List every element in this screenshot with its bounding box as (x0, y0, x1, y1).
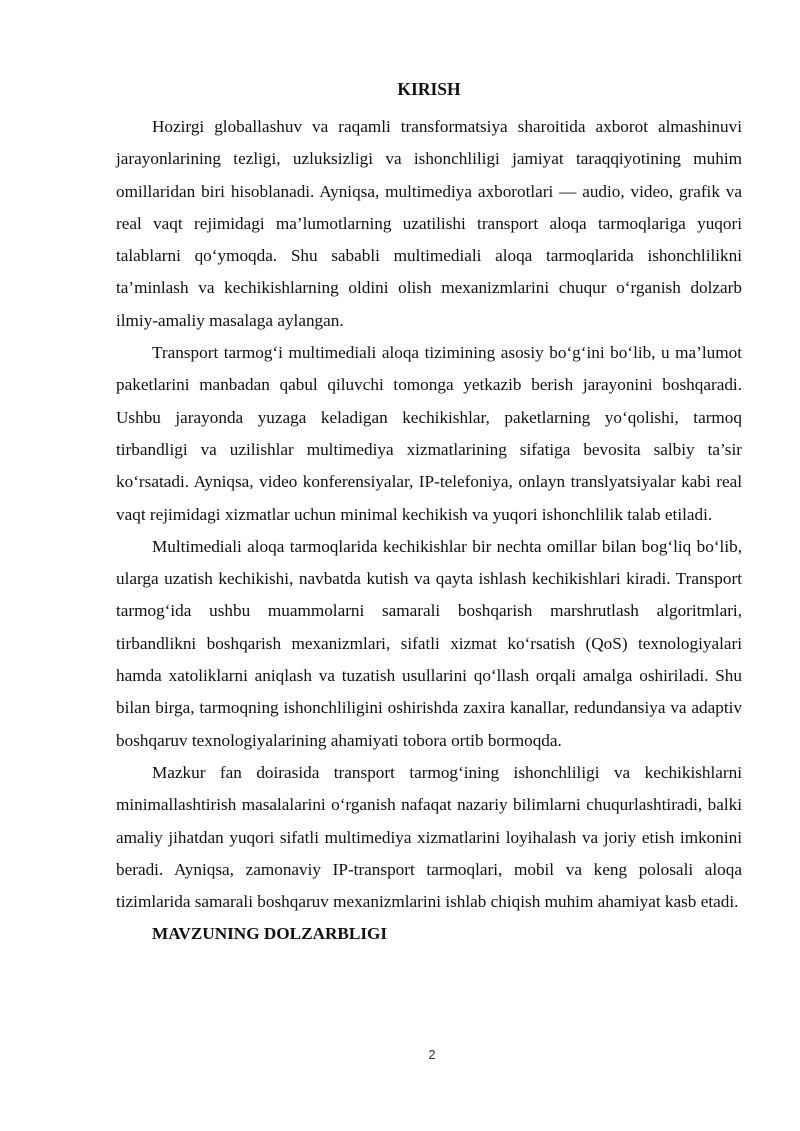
paragraph-transport-network: Transport tarmog‘i multimediali aloqa tizimining asosiy bo‘g‘ini bo‘lib, u ma’lumot paketlarini manbadan qabul qiluvchi tomonga yetkazib berish jarayonini boshqaradi. Ushbu jarayonda yuzaga keladigan kechikishlar, paketlarning yo‘qolishi, tarmoq tirbandligi va uzilishlar multimediya xizmatlarining sifatiga bevosita salbiy ta’sir ko‘rsatadi. Ayniqsa, video konferensiyalar, IP-telefoniya, onlayn translyatsiyalar kabi real vaqt rejimidagi xizmatlar uchun minimal kechikish va yuqori ishonchlilik talab etiladi. (116, 343, 742, 524)
paragraph-delays: Multimediali aloqa tarmoqlarida kechikishlar bir nechta omillar bilan bog‘liq bo‘lib, ularga uzatish kechikishi, navbatda kutish va qayta ishlash kechikishlari kiradi. Transport tarmog‘ida ushbu muammolarni samarali boshqarish marshrutlash algoritmlari, tirbandlikni boshqarish mexanizmlari, sifatli xizmat ko‘rsatish (QoS) texnologiyalari hamda xatoliklarni aniqlash va tuzatish usullarini qo‘llash orqali amalga oshiriladi. Shu bilan birga, tarmoqning ishonchliligini oshirishda zaxira kanallar, redundansiya va adaptiv boshqaruv texnologiyalarining ahamiyati tobora ortib bormoqda. (116, 536, 742, 750)
page-title: KIRISH (397, 79, 461, 99)
paragraph-course-scope: Mazkur fan doirasida transport tarmog‘ining ishonchliligi va kechikishlarni minimallashtirish masalalarini o‘rganish nafaqat nazariy bilimlarni chuqurlashtiradi, balki amaliy jihatdan yuqori sifatli multimediya xizmatlarini loyihalash va joriy etish imkonini beradi. Ayniqsa, zamonaviy IP-transport tarmoqlari, mobil va keng polosali aloqa tizimlarida samarali boshqaruv mexanizmlarini ishlab chiqish muhim ahamiyat kasb etadi. (116, 762, 742, 912)
paragraph-intro: Hozirgi globallashuv va raqamli transformatsiya sharoitida axborot almashinuvi jarayonlarining tezligi, uzluksizligi va ishonchliligi jamiyat taraqqiyotining muhim omillaridan biri hisoblanadi. Ayniqsa, multimediya axborotlari — audio, video, grafik va real vaqt rejimidagi ma’lumotlarning uzatilishi transport aloqa tarmoqlariga yuqori talablarni qo‘ymoqda. Shu sababli multimediali aloqa tarmoqlarida ishonchlilikni ta’minlash va kechikishlarning oldini olish mexanizmlarini chuqur o‘rganish dolzarb ilmiy-amaliy masalaga aylangan. (116, 117, 742, 330)
page-content (116, 78, 742, 951)
section-heading-relevance: MAVZUNING DOLZARBLIGI (152, 924, 388, 944)
page-number: 2 (428, 1047, 436, 1062)
